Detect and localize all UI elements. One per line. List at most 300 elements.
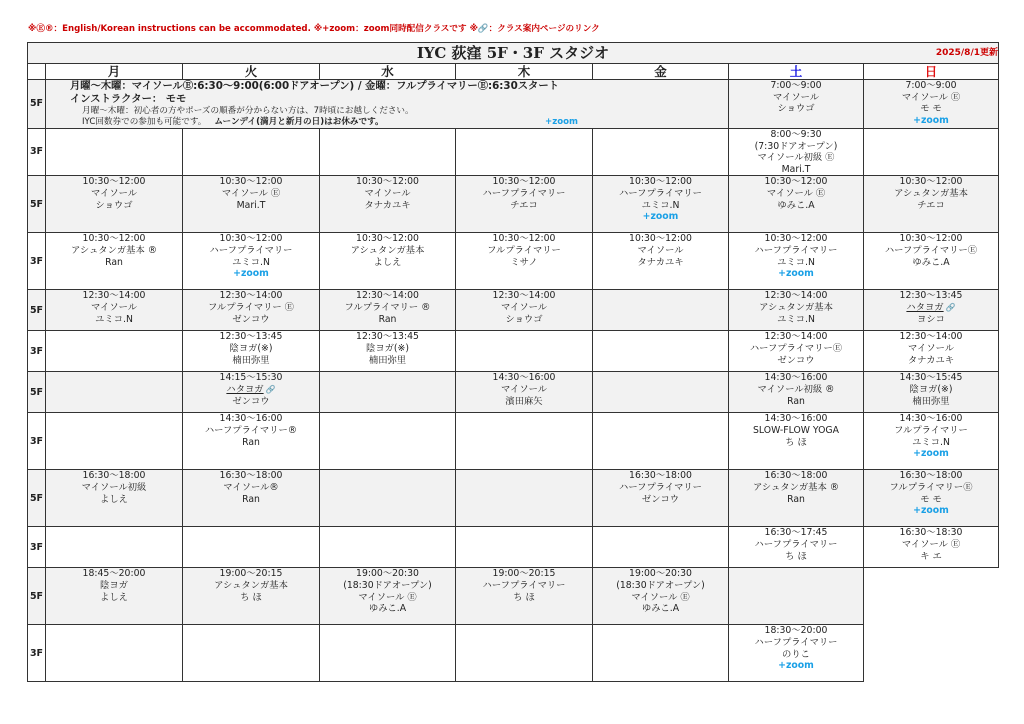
class-line-text: マイソール — [90, 301, 138, 313]
class-time — [183, 372, 319, 384]
class-line-text: 陰ヨガ(※) — [909, 383, 953, 395]
class-line — [183, 200, 319, 212]
class-time — [593, 233, 728, 245]
class-time-text: 16:30～18:30 — [899, 527, 963, 539]
class-line-text: マイソール初級 Ⓔ — [757, 152, 835, 164]
banner-note-text: IYC回数券での参加も可能です。 — [82, 117, 207, 127]
class-line — [183, 245, 319, 257]
updated-date: 2025/8/1更新 — [935, 48, 998, 58]
class-cell — [864, 129, 999, 176]
class-line-text: マイソール Ⓔ — [901, 538, 961, 550]
class-line — [183, 425, 319, 437]
floor-label: 5F — [28, 470, 46, 527]
class-time-text: 10:30～12:00 — [492, 233, 556, 245]
class-line — [593, 188, 728, 200]
class-line-text: ユミコ.N — [232, 256, 270, 268]
class-time — [183, 413, 319, 425]
class-time — [183, 290, 319, 302]
class-line — [729, 103, 863, 115]
class-time — [593, 568, 728, 580]
legend-notes: ※Ⓔ®：English/Korean instructions can be accommodated. ※+zoom：zoom同時配信クラスです ※🔗：クラス案内ページのリンク — [28, 24, 600, 34]
class-entry — [456, 372, 593, 413]
class-entry — [864, 413, 999, 470]
class-line-text: ショウゴ — [505, 313, 543, 325]
class-line — [729, 257, 863, 269]
class-time — [320, 233, 455, 245]
class-time-text: 16:30～18:00 — [219, 470, 283, 482]
class-cell — [456, 470, 593, 527]
floor-label: 3F — [28, 527, 46, 568]
class-line — [320, 302, 455, 314]
class-entry — [864, 331, 999, 372]
class-line-text: 楠田弥里 — [368, 354, 407, 366]
class-cell — [46, 372, 183, 413]
class-time-text: 12:30～14:00 — [356, 290, 419, 302]
class-line — [729, 92, 863, 104]
class-line-text: マイソール — [500, 301, 548, 313]
class-line-text: ゼンコウ — [232, 395, 270, 407]
class-entry — [183, 233, 320, 290]
class-line — [456, 580, 592, 592]
class-line-text: ハーフプライマリー — [619, 481, 702, 493]
class-line-text: アシュタンガ基本 — [214, 579, 288, 591]
class-time-text: 14:30～16:00 — [764, 413, 828, 425]
class-line-text: フルプライマリー ® — [344, 301, 431, 313]
class-line-text: アシュタンガ基本 ® — [752, 481, 840, 493]
class-entry — [456, 176, 593, 233]
day-header-fri: 金 — [593, 64, 729, 80]
schedule-row — [28, 331, 999, 372]
class-line-text: ち ほ — [785, 550, 807, 562]
class-line-text: モ モ — [920, 493, 942, 505]
class-line-text: マイソール — [907, 342, 955, 354]
class-line — [593, 580, 728, 592]
class-time-text: 12:30～13:45 — [219, 331, 283, 343]
day-header-sat: 土 — [729, 64, 864, 80]
banner-note — [70, 117, 728, 128]
title-cell — [28, 43, 999, 64]
zoom-badge[interactable]: +zoom — [778, 268, 814, 280]
class-time-text: 10:30～12:00 — [764, 233, 828, 245]
floor-label: 5F — [28, 568, 46, 625]
class-line — [729, 384, 863, 396]
class-line — [183, 257, 319, 269]
class-entry — [729, 470, 864, 527]
class-line-text: ち ほ — [513, 591, 535, 603]
class-line-text: Mari.T — [236, 199, 266, 211]
class-line — [864, 188, 998, 200]
zoom-badge[interactable]: +zoom — [233, 268, 269, 280]
class-line — [456, 302, 592, 314]
class-time — [456, 290, 592, 302]
class-time-text: 19:00～20:15 — [492, 568, 556, 580]
class-line — [320, 188, 455, 200]
empty-area — [864, 625, 999, 682]
class-time-text: 12:30～14:00 — [899, 331, 963, 343]
class-entry — [593, 233, 729, 290]
class-line — [456, 384, 592, 396]
class-line-text: ハーフプライマリー — [619, 187, 702, 199]
class-cell — [46, 331, 183, 372]
class-line — [593, 482, 728, 494]
class-line-text: よしえ — [100, 591, 128, 603]
class-line-text: マイソール Ⓔ — [901, 91, 961, 103]
class-time — [456, 372, 592, 384]
class-entry — [864, 290, 999, 331]
class-cell — [456, 527, 593, 568]
class-time — [729, 176, 863, 188]
class-line — [183, 482, 319, 494]
class-entry — [593, 568, 729, 625]
class-line — [864, 103, 998, 115]
class-line — [46, 302, 182, 314]
class-time-text: 16:30～18:00 — [899, 470, 963, 482]
class-line — [593, 603, 728, 615]
class-entry — [46, 568, 183, 625]
class-time — [593, 176, 728, 188]
class-cell — [456, 129, 593, 176]
floor-label: 3F — [28, 413, 46, 470]
class-line-text: よしえ — [100, 493, 128, 505]
class-line — [593, 257, 728, 269]
class-line — [320, 245, 455, 257]
zoom-badge[interactable]: +zoom — [545, 117, 578, 127]
class-line-text: ハーフプライマリー — [754, 636, 838, 648]
class-line-text: フルプライマリーⒺ — [889, 481, 973, 493]
class-time-text: 12:30～14:00 — [764, 331, 828, 343]
class-cell — [593, 372, 729, 413]
class-entry — [46, 176, 183, 233]
class-time — [456, 176, 592, 188]
class-line — [320, 314, 455, 326]
class-line-text: アシュタンガ基本 — [350, 244, 425, 256]
class-line-text: ショウゴ — [777, 103, 815, 115]
class-line — [864, 425, 998, 437]
class-line-text: 楠田弥里 — [912, 395, 950, 407]
class-line-text: ゼンコウ — [641, 493, 680, 505]
class-time-text: 12:30～14:00 — [764, 290, 828, 302]
class-time-text: 12:30～13:45 — [899, 290, 963, 302]
day-header-sun: 日 — [864, 64, 999, 80]
class-cell — [593, 331, 729, 372]
class-cell — [456, 625, 593, 682]
class-line-text: アシュタンガ基本 ® — [70, 244, 158, 256]
floor-label: 5F — [28, 372, 46, 413]
class-line-text: 濱田麻矢 — [505, 395, 543, 407]
class-line — [864, 302, 998, 314]
floor-label: 3F — [28, 331, 46, 372]
class-line — [183, 302, 319, 314]
link-icon[interactable]: 🔗 — [945, 302, 956, 312]
class-cell — [320, 470, 456, 527]
class-time-text: 10:30～12:00 — [219, 176, 283, 188]
class-line-text: フルプライマリー — [894, 424, 968, 436]
zoom-badge[interactable]: +zoom — [642, 211, 679, 223]
class-time — [729, 413, 863, 425]
class-line-text: ハーフプライマリー — [209, 244, 293, 256]
class-entry — [593, 470, 729, 527]
class-line — [183, 437, 319, 449]
class-time — [183, 233, 319, 245]
class-line — [183, 396, 319, 408]
zoom-badge[interactable]: +zoom — [913, 448, 949, 460]
class-time-text: 10:30～12:00 — [629, 233, 692, 245]
class-entry — [456, 568, 593, 625]
class-line — [183, 314, 319, 326]
class-cell — [593, 527, 729, 568]
class-entry — [183, 372, 320, 413]
class-line — [46, 188, 182, 200]
class-entry — [183, 568, 320, 625]
class-time — [320, 331, 455, 343]
class-cell — [46, 413, 183, 470]
class-cell — [46, 625, 183, 682]
class-entry — [864, 80, 999, 129]
class-entry — [729, 80, 864, 129]
class-line — [183, 580, 319, 592]
class-entry — [864, 233, 999, 290]
class-time-text: 10:30～12:00 — [82, 233, 146, 245]
class-cell — [729, 568, 864, 625]
class-line-text: タナカユキ — [364, 199, 411, 211]
class-time — [46, 568, 182, 580]
class-cell — [593, 129, 729, 176]
class-cell — [183, 625, 320, 682]
class-line-text: キ エ — [920, 550, 942, 562]
class-entry — [320, 176, 456, 233]
class-time-text: 16:30～18:00 — [764, 470, 828, 482]
class-line — [729, 551, 863, 563]
class-line-text: マイソール® — [223, 481, 279, 493]
class-time-text: 7:00～9:00 — [770, 80, 822, 91]
class-line — [183, 343, 319, 355]
class-line — [864, 494, 998, 506]
class-entry — [729, 176, 864, 233]
floor-label: 5F — [28, 176, 46, 233]
class-time — [456, 568, 592, 580]
class-line — [320, 603, 455, 615]
class-entry — [183, 413, 320, 470]
class-line-text: Ran — [242, 436, 260, 448]
class-time-text: 19:00～20:30 — [356, 568, 419, 580]
class-line — [729, 539, 863, 551]
class-line-text: ハーフプライマリー — [482, 579, 566, 591]
class-entry — [46, 233, 183, 290]
class-time-text: 8:00～9:30 — [770, 129, 822, 140]
class-line-text: マイソール — [90, 187, 138, 199]
class-entry — [320, 331, 456, 372]
class-time — [864, 80, 998, 92]
schedule-row — [28, 372, 999, 413]
class-line — [183, 494, 319, 506]
class-line-text: チエコ — [510, 199, 538, 211]
class-entry — [183, 290, 320, 331]
class-entry — [729, 233, 864, 290]
class-time — [729, 470, 863, 482]
class-line — [729, 396, 863, 408]
class-time — [864, 331, 998, 343]
class-entry — [183, 470, 320, 527]
class-line-text: ゆみこ.A — [368, 603, 407, 615]
class-time-text: 12:30～13:45 — [356, 331, 419, 343]
class-line-text: ゼンコウ — [232, 313, 270, 325]
class-entry — [864, 470, 999, 527]
class-line — [46, 200, 182, 212]
class-time-text: 10:30～12:00 — [629, 176, 692, 188]
class-line — [729, 355, 863, 367]
day-header-row — [28, 64, 999, 80]
schedule-row — [28, 470, 999, 527]
class-time — [864, 527, 998, 539]
class-line-text: のりこ — [782, 648, 810, 660]
class-time-text: 10:30～12:00 — [356, 233, 419, 245]
class-line-text: 楠田弥里 — [232, 354, 270, 366]
link-icon[interactable]: 🔗 — [265, 384, 276, 394]
floor-label: 3F — [28, 233, 46, 290]
class-line — [46, 482, 182, 494]
banner-moonday: ムーンデイ(満月と新月の日)はお休みです。 — [214, 117, 384, 127]
class-line-text: ミサノ — [510, 256, 538, 268]
class-line — [456, 396, 592, 408]
class-cell — [183, 527, 320, 568]
class-line-text: マイソール初級 — [81, 481, 147, 493]
class-time — [320, 176, 455, 188]
schedule-row — [28, 527, 999, 568]
zoom-badge[interactable]: +zoom — [778, 660, 814, 672]
class-entry — [729, 331, 864, 372]
class-line — [864, 355, 998, 367]
class-entry — [320, 233, 456, 290]
class-time-text: 10:30～12:00 — [82, 176, 146, 188]
zoom-badge[interactable]: +zoom — [913, 505, 949, 517]
class-line-text: ゼンコウ — [777, 354, 815, 366]
class-line-text[interactable]: ハタヨガ — [226, 383, 264, 395]
class-line — [456, 200, 592, 212]
class-line — [320, 355, 455, 367]
class-time-text: 14:15～15:30 — [219, 372, 283, 384]
class-line — [46, 245, 182, 257]
class-line — [729, 314, 863, 326]
class-entry — [593, 176, 729, 233]
class-line-text: ハーフプライマリー — [754, 244, 838, 256]
class-line-text: Ran — [105, 256, 123, 268]
class-cell — [320, 372, 456, 413]
schedule-row — [28, 80, 999, 129]
class-line — [320, 343, 455, 355]
schedule-row — [28, 129, 999, 176]
class-entry — [729, 372, 864, 413]
class-line-text[interactable]: ハタヨガ — [906, 301, 944, 313]
class-time-text: 10:30～12:00 — [492, 176, 556, 188]
banner-instructor: インストラクター： モモ — [70, 93, 187, 105]
class-line-text: Ran — [787, 493, 805, 505]
class-time-text: 16:30～18:00 — [82, 470, 146, 482]
class-line — [729, 482, 863, 494]
class-line-text: タナカユキ — [637, 256, 684, 268]
class-time-text: 19:00～20:30 — [629, 568, 692, 580]
class-line — [864, 551, 998, 563]
class-line-text: ゆみこ.A — [912, 256, 950, 268]
day-header-thu: 木 — [456, 64, 593, 80]
schedule-row — [28, 233, 999, 290]
class-line — [320, 580, 455, 592]
class-line-text: マイソール Ⓔ — [631, 591, 690, 603]
class-line-text: (7:30ドアオープン) — [754, 140, 838, 152]
class-entry — [46, 470, 183, 527]
class-line-text: ヨシコ — [917, 313, 945, 325]
class-time — [183, 331, 319, 343]
class-line-text: マイソール Ⓔ — [358, 591, 417, 603]
class-line — [456, 592, 592, 604]
class-line — [593, 245, 728, 257]
class-entry — [729, 290, 864, 331]
class-line-text: ハーフプライマリー® — [204, 424, 298, 436]
class-entry — [320, 568, 456, 625]
class-entry — [729, 129, 864, 176]
class-cell — [593, 290, 729, 331]
class-line — [729, 164, 863, 176]
class-time-text: 16:30～17:45 — [764, 527, 828, 539]
class-entry — [864, 527, 999, 568]
class-line — [320, 592, 455, 604]
class-line-text: Mari.T — [781, 163, 811, 175]
class-time — [864, 372, 998, 384]
class-time-text: 14:30～16:00 — [764, 372, 828, 384]
class-time — [593, 470, 728, 482]
class-time — [729, 625, 863, 637]
schedule-row — [28, 413, 999, 470]
class-line — [593, 592, 728, 604]
class-line-text: マイソール初級 ® — [757, 383, 835, 395]
class-line — [729, 494, 863, 506]
class-cell — [183, 129, 320, 176]
class-entry — [46, 290, 183, 331]
class-line — [864, 343, 998, 355]
class-cell — [320, 527, 456, 568]
class-time-text: 12:30～14:00 — [82, 290, 146, 302]
class-time — [183, 568, 319, 580]
class-cell — [46, 129, 183, 176]
class-line — [729, 141, 863, 153]
class-time — [729, 233, 863, 245]
class-line — [729, 200, 863, 212]
class-line-text: フルプライマリー — [487, 244, 561, 256]
class-line-text: タナカユキ — [907, 354, 955, 366]
class-line — [456, 314, 592, 326]
class-line — [320, 257, 455, 269]
class-line-text: 陰ヨガ — [100, 579, 128, 591]
class-entry — [456, 290, 593, 331]
floor-label: 3F — [28, 625, 46, 682]
class-line — [729, 188, 863, 200]
floor-label: 3F — [28, 129, 46, 176]
class-entry — [729, 413, 864, 470]
class-entry — [864, 372, 999, 413]
page-title: IYC 荻窪 5F・3F スタジオ — [416, 44, 610, 62]
empty-area — [864, 568, 999, 625]
class-line — [729, 637, 863, 649]
class-cell — [320, 129, 456, 176]
class-line — [864, 437, 998, 449]
class-line — [46, 257, 182, 269]
schedule-table — [27, 42, 999, 682]
class-line — [729, 649, 863, 661]
zoom-badge[interactable]: +zoom — [913, 114, 949, 126]
schedule-row — [28, 290, 999, 331]
schedule-row — [28, 176, 999, 233]
class-line — [183, 384, 319, 396]
class-time-text: 10:30～12:00 — [219, 233, 283, 245]
